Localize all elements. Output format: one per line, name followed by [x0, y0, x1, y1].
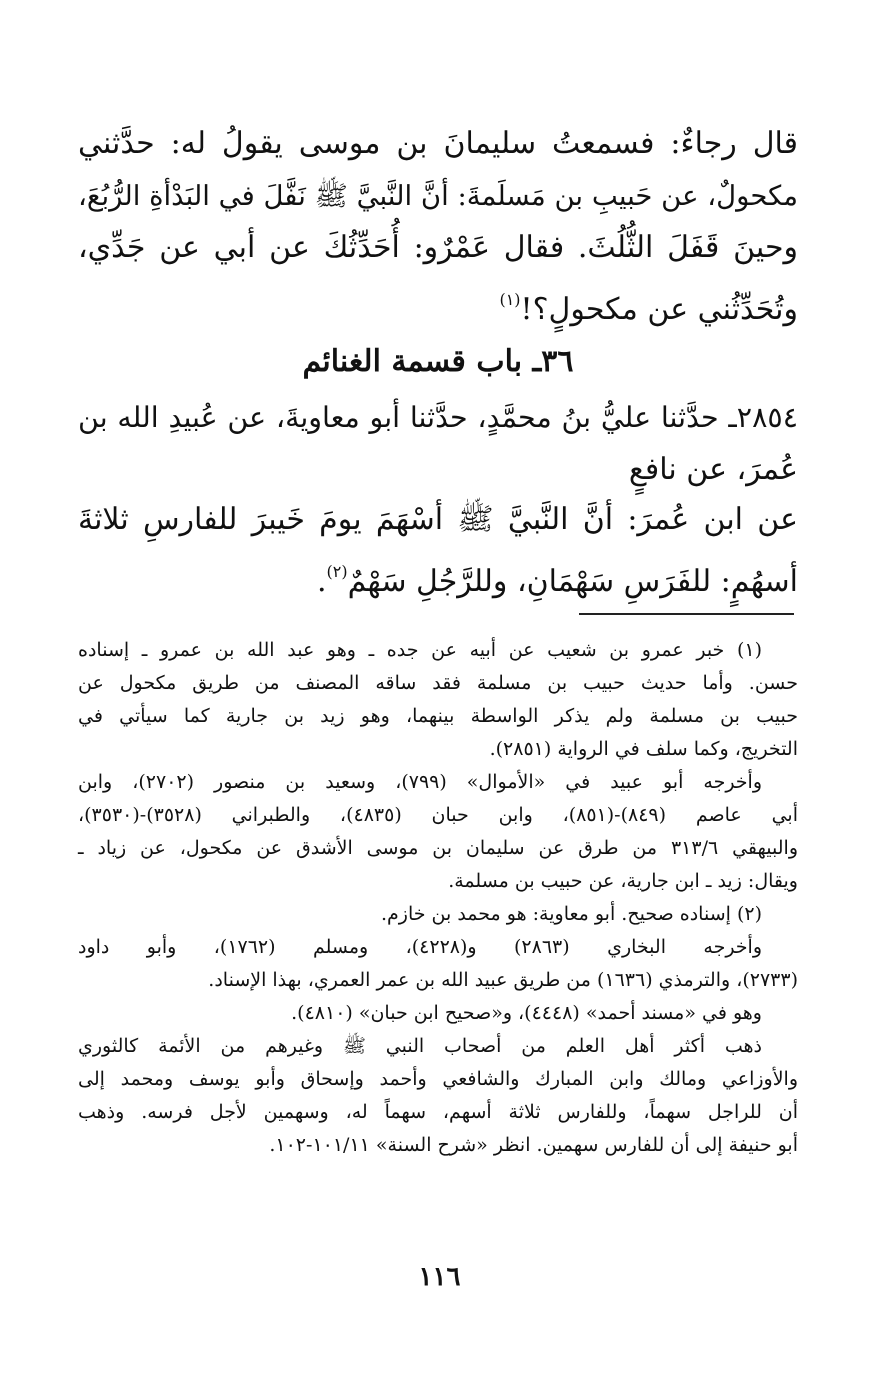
footnote-ref-2: (٢)	[326, 562, 348, 581]
footnote-ref-1: (١)	[499, 290, 521, 309]
footnote-line: (١) خبر عمرو بن شعيب عن أبيه عن جده ـ وهو عبد الله بن عمرو ـ إسناده	[78, 639, 762, 661]
main-text-line: قال رجاءٌ: فسمعتُ سليمانَ بن موسى يقولُ له: حدَّثني	[78, 126, 798, 161]
footnote-line: وأخرجه البخاري (٢٨٦٣) و(٤٢٢٨)، ومسلم (١٧٦٢)، وأبو داود	[78, 936, 763, 958]
main-text	[78, 118, 798, 336]
footnote-line: أن للراجل سهماً، وللفارس ثلاثة أسهم، سهماً له، وسهمين لأجل فرسه. وذهب	[78, 1101, 798, 1123]
footnote-line: ويقال: زيد ـ ابن جارية، عن حبيب بن مسلمة.	[448, 870, 798, 892]
main-text-line: وحينَ قَفَلَ الثُّلُثَ. فقال عَمْرٌو: أُحَدِّثُكَ عن أبي عن جَدِّي،	[78, 230, 798, 265]
footnote-separator	[579, 613, 794, 615]
main-text-line: مكحولٌ، عن حَبيبِ بن مَسلَمةَ: أنَّ النَّبيَّ ﷺ نَفَّلَ في البَدْأةِ الرُّبُعَ،	[78, 180, 798, 212]
hadith-isnad	[78, 392, 798, 496]
main-text-line	[78, 274, 798, 336]
footnote-line: حبيب بن مسلمة ولم يذكر الواسطة بينهما، وهو زيد بن جارية كما سيأتي في	[78, 705, 798, 727]
hadith-isnad-line: عُمرَ، عن نافعٍ	[628, 452, 798, 487]
footnote-line: (٢) إسناده صحيح. أبو معاوية: هو محمد بن خازم.	[380, 903, 762, 925]
footnote-line: (٢٧٣٣)، والترمذي (١٦٣٦) من طريق عبيد الله بن عمر العمري، بهذا الإسناد.	[208, 969, 798, 991]
hadith-matn-line-content: أسهُمٍ: للفَرَسِ سَهْمَانِ، وللرَّجُلِ سَهْمٌ	[347, 564, 798, 599]
page-number: ١١٦	[418, 1262, 461, 1292]
footnote-line: التخريج، وكما سلف في الرواية (٢٨٥١).	[489, 738, 798, 760]
chapter-title: ٣٦ـ باب قسمة الغنائم	[302, 344, 574, 379]
footnote-line: والأوزاعي ومالك وابن المبارك والشافعي وأحمد وإسحاق وأبو يوسف ومحمد إلى	[78, 1068, 798, 1090]
footnote-line: أبي عاصم (٨٤٩)-(٨٥١)، وابن حبان (٤٨٣٥)، والطبراني (٣٥٢٨)-(٣٥٣٠)،	[78, 804, 798, 826]
footnotes	[78, 634, 798, 1162]
footnote-line: حسن. وأما حديث حبيب بن مسلمة فقد ساقه المصنف من طريق مكحول عن	[78, 672, 798, 694]
hadith-matn-line: عن ابن عُمرَ: أنَّ النَّبيَّ ﷺ أسْهَمَ يومَ خَيبرَ للفارسِ ثلاثةَ	[78, 502, 798, 537]
hadith-matn-line: أسهُمٍ: للفَرَسِ سَهْمَانِ، وللرَّجُلِ سَهْمٌ$^{(٢)}$.	[316, 562, 798, 599]
footnote-line: وأخرجه أبو عبيد في «الأموال» (٧٩٩)، وسعيد بن منصور (٢٧٠٢)، وابن	[78, 771, 763, 793]
hadith-isnad-line: ٢٨٥٤ـ حدَّثنا عليُّ بنُ محمَّدٍ، حدَّثنا أبو معاويةَ، عن عُبيدِ الله بن	[78, 401, 798, 434]
footnote-line: وهو في «مسند أحمد» (٤٤٤٨)، و«صحيح ابن حبان» (٤٨١٠).	[291, 1002, 762, 1024]
footnote-line: والبيهقي ٣١٣/٦ من طرق عن سليمان بن موسى الأشدق عن مكحول، عن زياد ـ	[78, 837, 798, 859]
footnote-line: أبو حنيفة إلى أن للفارس سهمين. انظر «شرح السنة» ١٠١/١١-١٠٢.	[269, 1134, 798, 1156]
footnote-line: ذهب أكثر أهل العلم من أصحاب النبي ﷺ وغيرهم من الأئمة كالثوري	[78, 1035, 762, 1057]
hadith-matn	[78, 494, 798, 608]
main-text-line-content: وتُحَدِّثُني عن مكحولٍ؟!	[520, 292, 798, 327]
